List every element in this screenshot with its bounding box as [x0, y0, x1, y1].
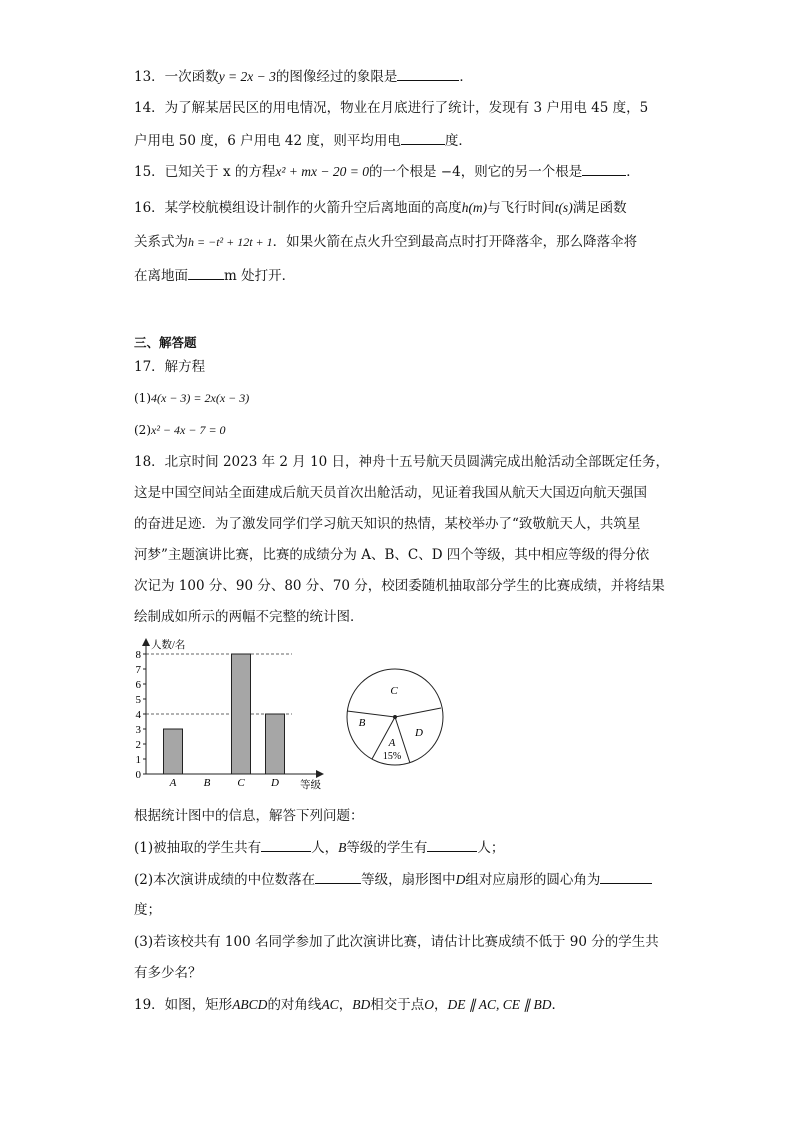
pie-label-b: B — [358, 717, 366, 729]
q18-p2-text-b: 等级，扇形图中 — [361, 872, 456, 888]
q14-line1: 14．为了解某居民区的用电情况，物业在月底进行了统计，发现有 3 户用电 45 度，5 — [134, 100, 649, 116]
q18-part3-line1: (3)若该校共有 100 名同学参加了此次演讲比赛，请估计比赛成绩不低于 90 分的学生共 — [134, 934, 659, 950]
q13-formula: y = 2x − 3 — [218, 69, 276, 84]
section-title: 三、解答题 — [134, 335, 197, 350]
q16-formula: h = −t² + 12t + 1 — [188, 235, 273, 249]
q19-ac: AC — [321, 997, 339, 1012]
bar-A — [164, 729, 183, 774]
bar-C — [232, 654, 251, 774]
q14-answer-blank[interactable] — [401, 130, 445, 145]
q19-text-b: 的对角线 — [267, 997, 322, 1013]
q18-p1-blank-b[interactable] — [427, 837, 477, 852]
q17-title: 17．解方程 — [134, 359, 206, 375]
q18-line4: 河梦”主题演讲比赛，比赛的成绩分为 A、B、C、D 四个等级，其中相应等级的得分依 — [134, 547, 650, 563]
y-tick-label: 3 — [135, 724, 141, 736]
q14-line2 — [134, 130, 472, 151]
q15-text: 15．已知关于 x 的方程 — [134, 164, 276, 180]
q19-comma: ， — [338, 997, 353, 1013]
q17-part1 — [134, 388, 249, 408]
pie-label-a-percent: 15% — [382, 751, 402, 762]
q16-text-c: 满足函数 — [572, 200, 627, 216]
q16-line2 — [134, 232, 637, 252]
q13-text-b: 的图像经过的象限是 — [275, 69, 398, 85]
q18-part3-line2: 有多少名？ — [134, 965, 202, 981]
q18-part1 — [134, 837, 504, 858]
q14-text: 户用电 50 度，6 户用电 42 度，则平均用电 — [134, 133, 401, 149]
q18-p2-text: (2)本次演讲成绩的中位数落在 — [134, 872, 316, 888]
y-tick-label: 2 — [135, 739, 141, 751]
x-tick-label-B: B — [203, 777, 211, 789]
q16-answer-blank[interactable] — [188, 265, 224, 280]
q19-bd: BD — [352, 997, 371, 1012]
q15-formula: x² + mx − 20 = 0 — [275, 164, 369, 179]
q18-line5: 次记为 100 分、90 分、80 分、70 分，校团委随机抽取部分学生的比赛成绩，并将结果 — [134, 578, 665, 594]
q19-text-c: 相交于点 — [370, 997, 425, 1013]
q17-part1-label: (1) — [134, 391, 151, 405]
q16-text-b: 与飞行时间 — [487, 200, 555, 216]
q19-o: O — [424, 997, 434, 1012]
q18-p1-b-grade: B — [338, 840, 347, 855]
q18-p1-text-b: 人， — [311, 840, 339, 856]
y-tick-label: 4 — [135, 709, 141, 721]
q18-p2-blank-median[interactable] — [315, 869, 361, 884]
q19-rect: ABCD — [232, 997, 268, 1012]
q16-text: 16．某学校航模组设计制作的火箭升空后离地面的高度 — [134, 200, 462, 216]
q18-p2-blank-angle[interactable] — [600, 869, 652, 884]
q18-after-text: 根据统计图中的信息，解答下列问题： — [134, 808, 364, 824]
pie-label-a: A — [388, 737, 396, 749]
y-axis-label: 人数/名 — [151, 640, 186, 651]
bar-chart — [128, 636, 333, 796]
x-tick-label-D: D — [271, 777, 279, 789]
x-tick-label-A: A — [169, 777, 177, 789]
q15-line — [134, 161, 640, 182]
q15-text-b: 的一个根是 −4，则它的另一个根是 — [369, 164, 583, 180]
q18-p2-d-group: D — [455, 872, 466, 887]
q17-part1-equation: 4(x − 3) = 2x(x − 3) — [151, 391, 250, 405]
q19-text: 19．如图，矩形 — [134, 997, 233, 1013]
y-tick-label: 7 — [135, 664, 141, 676]
q18-p2-text-c: 组对应扇形的圆心角为 — [465, 872, 601, 888]
q18-line2: 这是中国空间站全面建成后航天员首次出舱活动，见证着我国从航天大国迈向航天强国 — [134, 485, 647, 501]
x-axis-label: 等级 — [300, 780, 321, 791]
q16-text-e: ．如果火箭在点火升空到最高点时打开降落伞，那么降落伞将 — [272, 234, 638, 250]
q18-line6: 绘制成如所示的两幅不完整的统计图． — [134, 609, 364, 625]
q18-part2-tail: 度； — [134, 902, 161, 918]
pie-label-d: D — [415, 727, 423, 739]
q19-comma-b: ， — [433, 997, 448, 1013]
y-tick-label: 5 — [135, 694, 141, 706]
q19-condition: DE ∥ AC, CE ∥ BD — [447, 997, 552, 1012]
q16-text-f: 在离地面 — [134, 268, 188, 284]
y-tick-label: 6 — [135, 679, 141, 691]
q18-p1-text-d: 人； — [477, 840, 505, 856]
q18-p1-blank-total[interactable] — [261, 837, 311, 852]
q14-unit: 度． — [444, 133, 472, 149]
q13-period: ． — [459, 69, 473, 85]
q18-line3: 的奋进足迹．为了激发同学们学习航天知识的热情，某校举办了“致敬航天人，共筑星 — [134, 516, 641, 532]
pie-center-dot — [393, 715, 397, 719]
pie-chart — [340, 663, 450, 773]
q16-t-unit: t(s) — [554, 200, 573, 215]
bar-D — [266, 714, 285, 774]
q16-line1 — [134, 198, 627, 218]
q19-period: ． — [551, 997, 565, 1013]
q13-text: 13．一次函数 — [134, 69, 219, 85]
q19-line — [134, 995, 565, 1015]
q18-p1-text-c: 等级的学生有 — [346, 840, 428, 856]
y-tick-label: 8 — [135, 649, 141, 661]
q16-text-g: m 处打开． — [224, 268, 296, 284]
q18-p1-text: (1)被抽取的学生共有 — [134, 840, 262, 856]
q18-line1: 18．北京时间 2023 年 2 月 10 日，神舟十五号航天员圆满完成出舱活动全部既定任务， — [134, 454, 670, 470]
q15-answer-blank[interactable] — [582, 161, 626, 176]
q16-text-d: 关系式为 — [134, 234, 188, 250]
q17-part2-label: (2) — [134, 423, 151, 437]
q18-part2 — [134, 869, 652, 890]
q16-line3 — [134, 265, 295, 286]
q16-h-unit: h(m) — [461, 200, 488, 215]
x-tick-label-C: C — [237, 777, 245, 789]
y-tick-label: 1 — [135, 754, 141, 766]
q15-period: ． — [626, 164, 640, 180]
q17-part2 — [134, 420, 226, 440]
q17-part2-equation: x² − 4x − 7 = 0 — [151, 423, 226, 437]
q13-line — [134, 66, 473, 87]
q13-answer-blank[interactable] — [397, 66, 459, 81]
y-tick-label: 0 — [135, 769, 141, 781]
pie-label-c: C — [390, 685, 398, 697]
